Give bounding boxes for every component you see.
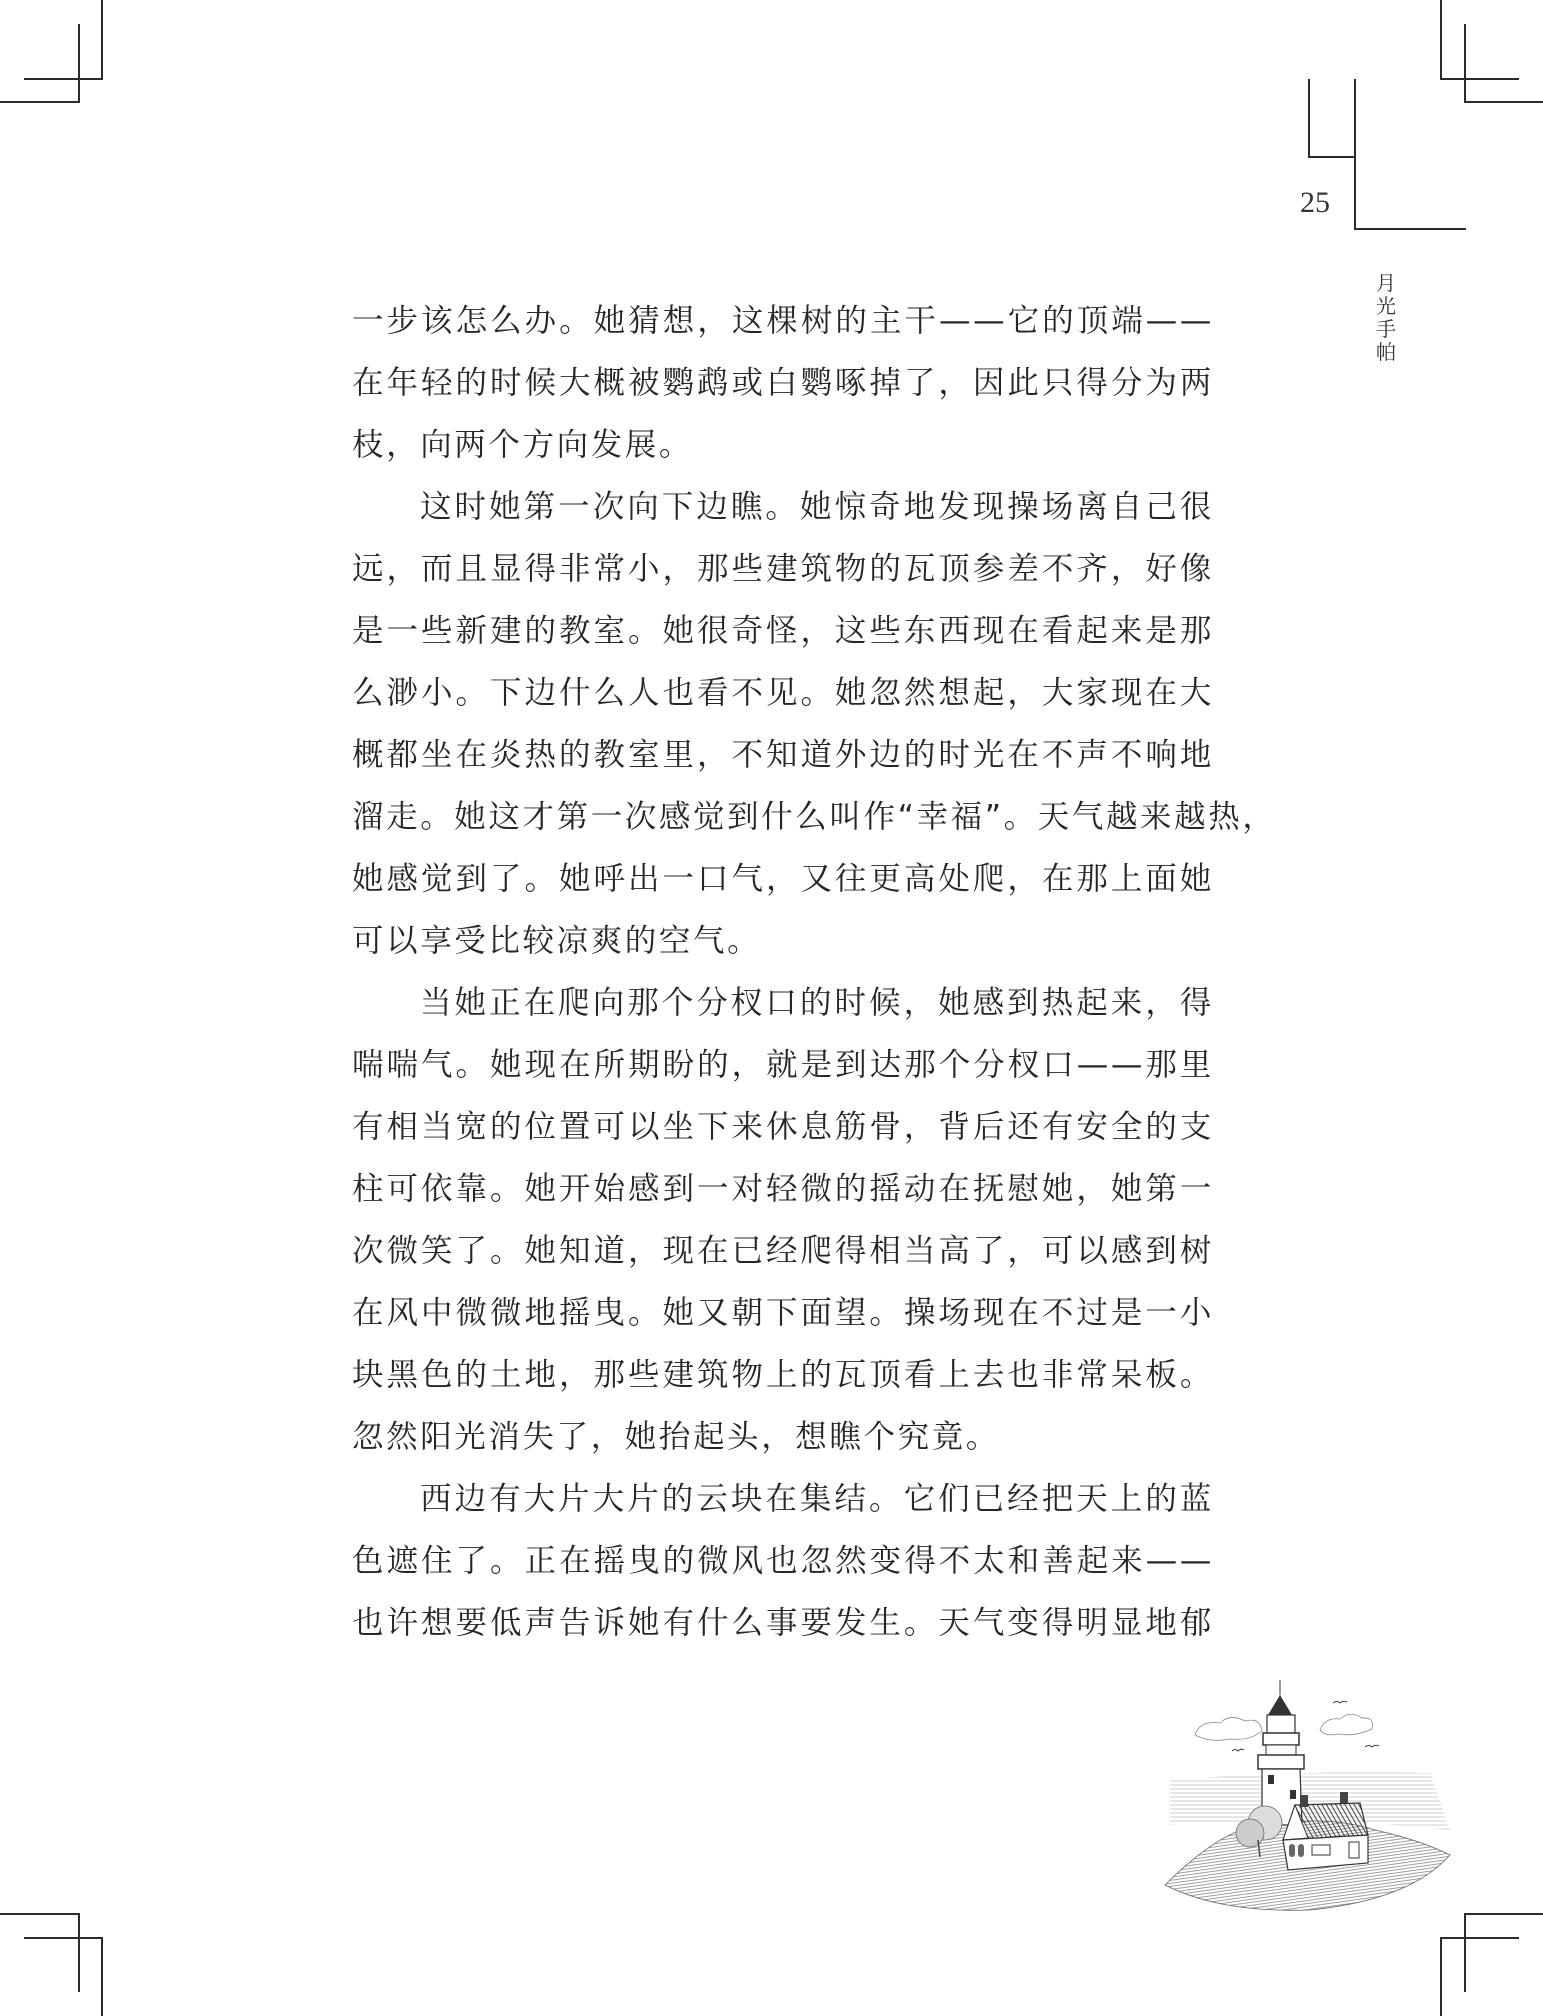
crop-line xyxy=(1440,78,1519,80)
text-line: 这时她第一次向下边瞧。她惊奇地发现操场离自己很 xyxy=(420,489,1214,525)
text-line: 柱可依靠。她开始感到一对轻微的摇动在抚慰她，她第一 xyxy=(352,1171,1214,1207)
text-line: 次微笑了。她知道，现在已经爬得相当高了，可以感到树 xyxy=(352,1233,1214,1269)
body-text xyxy=(352,290,1277,1654)
running-title-char: 月 xyxy=(1376,271,1396,295)
text-line: 溜走。她这才第一次感觉到什么叫作“幸福”。天气越来越热， xyxy=(352,799,1277,835)
text-line: 一步该怎么办。她猜想，这棵树的主干——它的顶端—— xyxy=(352,303,1214,339)
running-title xyxy=(1374,272,1398,364)
text-line: 有相当宽的位置可以坐下来休息筋骨，背后还有安全的支 xyxy=(352,1109,1214,1145)
crop-line xyxy=(1440,1937,1442,2016)
running-title-char: 光 xyxy=(1376,294,1396,318)
text-line: 在年轻的时候大概被鹦鹉或白鹦啄掉了，因此只得分为两 xyxy=(352,365,1214,401)
crop-line xyxy=(78,24,80,103)
text-line: 是一些新建的教室。她很奇怪，这些东西现在看起来是那 xyxy=(352,613,1214,649)
text-line: 可以享受比较凉爽的空气。 xyxy=(352,923,762,959)
text-line: 色遮住了。正在摇曳的微风也忽然变得不太和善起来—— xyxy=(352,1543,1214,1579)
crop-line xyxy=(0,101,80,103)
ornament-line xyxy=(1354,79,1356,230)
running-title-char: 帕 xyxy=(1376,340,1396,364)
ornament-line xyxy=(1308,156,1355,158)
ornament-line xyxy=(1354,228,1466,230)
crop-line xyxy=(1464,24,1466,103)
text-line: 忽然阳光消失了，她抬起头，想瞧个究竟。 xyxy=(352,1419,1000,1455)
crop-line xyxy=(1464,101,1543,103)
text-line: 当她正在爬向那个分杈口的时候，她感到热起来，得 xyxy=(420,985,1214,1021)
crop-line xyxy=(101,1937,103,2016)
text-line: 概都坐在炎热的教室里，不知道外边的时光在不声不响地 xyxy=(352,737,1214,773)
crop-line xyxy=(24,1937,103,1939)
crop-line xyxy=(0,1913,80,1915)
text-line: 块黑色的土地，那些建筑物上的瓦顶看上去也非常呆板。 xyxy=(352,1357,1214,1393)
page-number: 25 xyxy=(1300,186,1330,219)
text-line: 在风中微微地摇曳。她又朝下面望。操场现在不过是一小 xyxy=(352,1295,1214,1331)
text-line: 么渺小。下边什么人也看不见。她忽然想起，大家现在大 xyxy=(352,675,1214,711)
text-line: 远，而且显得非常小，那些建筑物的瓦顶参差不齐，好像 xyxy=(352,551,1214,587)
text-line: 枝，向两个方向发展。 xyxy=(352,427,694,463)
text-line: 西边有大片大片的云块在集结。它们已经把天上的蓝 xyxy=(420,1481,1214,1517)
text-line: 喘喘气。她现在所期盼的，就是到达那个分杈口——那里 xyxy=(352,1047,1214,1083)
crop-line xyxy=(1464,1913,1466,1992)
text-line: 她感觉到了。她呼出一口气，又往更高处爬，在那上面她 xyxy=(352,861,1214,897)
crop-line xyxy=(101,0,103,79)
crop-line xyxy=(1440,0,1442,79)
crop-line xyxy=(1440,1937,1519,1939)
lighthouse-illustration xyxy=(1150,1655,1480,1915)
text-line: 也许想要低声告诉她有什么事要发生。天气变得明显地郁 xyxy=(352,1605,1214,1641)
crop-line xyxy=(24,78,103,80)
ornament-line xyxy=(1308,79,1310,158)
running-title-char: 手 xyxy=(1376,317,1396,341)
crop-line xyxy=(78,1913,80,1992)
